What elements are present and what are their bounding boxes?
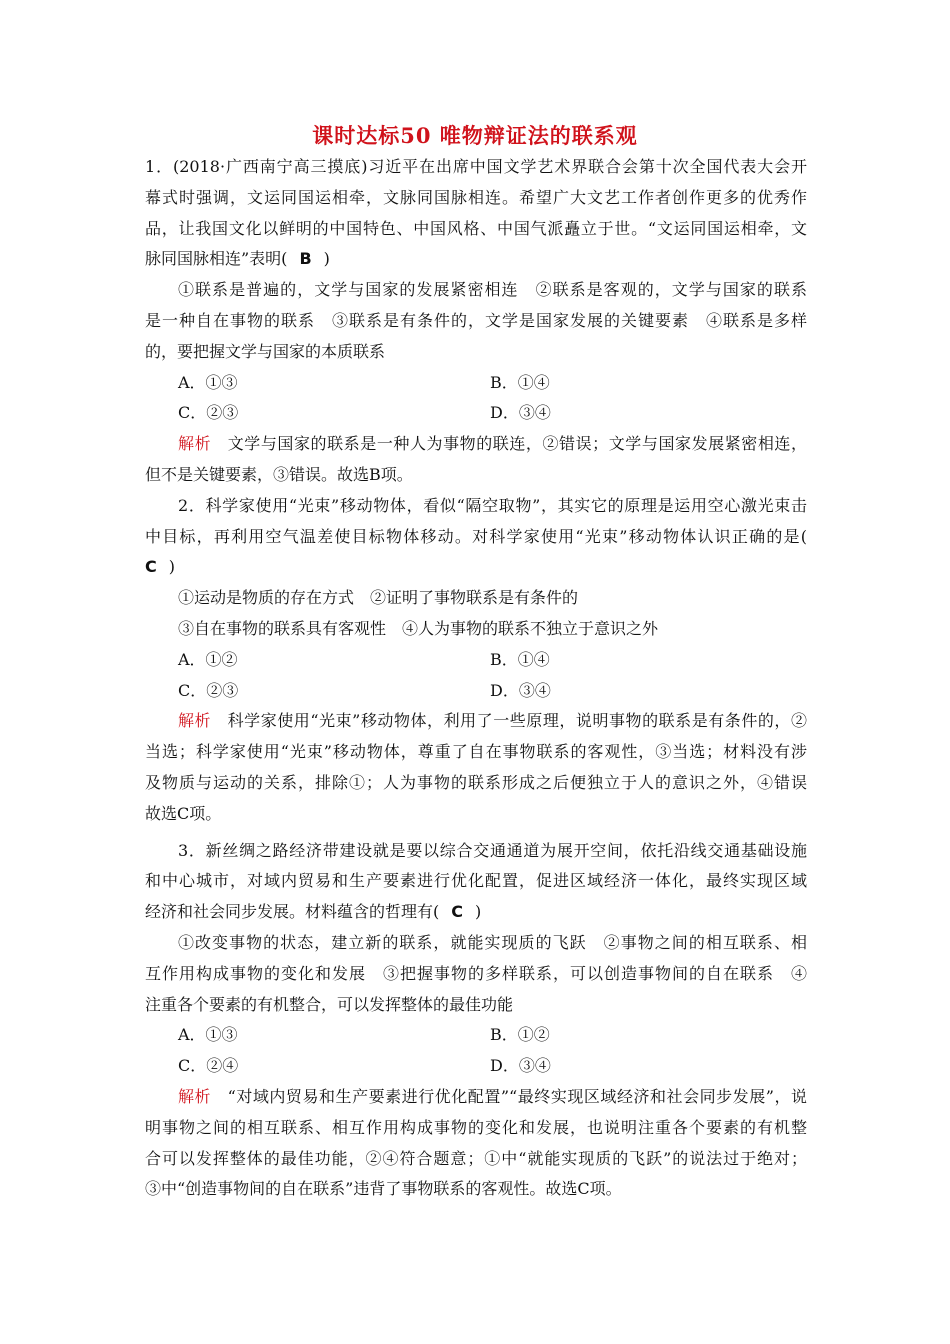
question-3-options-row <box>145 1020 807 1051</box>
question-1-stem-line: 品，让我国文化以鲜明的中国特色、中国风格、中国气派矗立于世。“文运同国运相牵，文 <box>145 218 807 238</box>
question-3 <box>145 836 807 1206</box>
question-3-stem-line <box>145 897 807 928</box>
question-2 <box>145 491 807 830</box>
question-2-answer: C <box>145 557 157 577</box>
question-2-stem-line: 2．科学家使用“光束”移动物体，看似“隔空取物”，其实它的原理是运用空心激光束击 <box>178 495 807 515</box>
option-c: C．②③ <box>178 403 239 423</box>
question-1-statement-line: 是一种自在事物的联系 ③联系是有条件的，文学是国家发展的关键要素 ④联系是多样 <box>145 310 807 330</box>
question-1-explanation-line <box>145 429 807 460</box>
option-a: A．①② <box>178 649 238 669</box>
question-3-statement-line: 注重各个要素的有机整合，可以发挥整体的最佳功能 <box>145 994 514 1014</box>
question-2-options-row <box>145 676 807 707</box>
question-2-stem-line <box>145 552 807 583</box>
option-a: A．①③ <box>178 372 238 392</box>
question-1-options-row <box>145 398 807 429</box>
question-1 <box>145 152 807 491</box>
question-3-explanation-line: 合可以发挥整体的最佳功能，②④符合题意；①中“就能实现质的飞跃”的说法过于绝对； <box>145 1148 807 1168</box>
question-1-explanation-line: 但不是关键要素，③错误。故选B项。 <box>145 464 413 484</box>
question-2-explanation-line: 及物质与运动的关系，排除①；人为事物的联系形成之后便独立于人的意识之外，④错误 <box>145 772 807 792</box>
option-c: C．②④ <box>178 1056 239 1076</box>
question-2-explanation-line <box>145 706 807 737</box>
explanation-label: 解析 <box>178 434 212 454</box>
question-3-explanation-line: ③中“创造事物间的自在联系”违背了事物联系的客观性。故选C项。 <box>145 1179 622 1199</box>
question-1-stem-line: 幕式时强调，文运同国运相牵，文脉同国脉相连。希望广大文艺工作者创作更多的优秀作 <box>145 187 807 207</box>
question-1-options-row <box>145 368 807 399</box>
question-1-stem-line <box>145 244 807 275</box>
question-2-statement-line: ①运动是物质的存在方式 ②证明了事物联系是有条件的 <box>178 588 579 608</box>
option-b: B．①④ <box>490 649 550 669</box>
explanation-label: 解析 <box>178 711 212 731</box>
question-1-stem-text: 脉同国脉相连”表明( <box>145 249 288 269</box>
question-3-explanation-line <box>145 1082 807 1113</box>
option-b: B．①④ <box>490 372 550 392</box>
question-1-statement-line: 的，要把握文学与国家的本质联系 <box>145 341 386 361</box>
explanation-label: 解析 <box>178 1086 212 1106</box>
option-d: D．③④ <box>490 680 551 700</box>
question-3-stem-text: 经济和社会同步发展。材料蕴含的哲理有( <box>145 902 440 922</box>
explanation-text: 文学与国家的联系是一种人为事物的联连，②错误；文学与国家发展紧密相连， <box>227 434 807 454</box>
question-3-options-row <box>145 1051 807 1082</box>
question-1-stem-line: 1．(2018·广西南宁高三摸底)习近平在出席中国文学艺术界联合会第十次全国代表大会开 <box>145 157 807 176</box>
option-c: C．②③ <box>178 680 239 700</box>
question-2-explanation-line: 故选C项。 <box>145 803 222 823</box>
question-3-answer: C <box>451 902 463 922</box>
question-1-answer: B <box>299 249 312 269</box>
question-2-options-row <box>145 645 807 676</box>
question-3-statement-line: ①改变事物的状态，建立新的联系，就能实现质的飞跃 ②事物之间的相互联系、相 <box>178 932 807 952</box>
option-b: B．①② <box>490 1025 550 1045</box>
question-3-statement-line: 互作用构成事物的变化和发展 ③把握事物的多样联系，可以创造事物间的自在联系 ④ <box>145 963 807 983</box>
option-d: D．③④ <box>490 1056 551 1076</box>
question-2-statement-line: ③自在事物的联系具有客观性 ④人为事物的联系不独立于意识之外 <box>178 618 659 638</box>
question-3-stem-line: 3．新丝绸之路经济带建设就是要以综合交通通道为展开空间，依托沿线交通基础设施 <box>178 840 807 860</box>
question-2-stem-line: 中目标，再利用空气温差使目标物体移动。对科学家使用“光束”移动物体认识正确的是( <box>145 526 807 546</box>
question-2-explanation-line: 当选；科学家使用“光束”移动物体，尊重了自在事物联系的客观性，③当选；材料没有涉 <box>145 742 807 762</box>
document-body <box>145 152 807 1205</box>
question-3-paren: ) <box>475 902 482 922</box>
question-1-paren: ) <box>323 249 330 269</box>
question-3-explanation-line: 明事物之间的相互联系、相互作用构成事物的变化和发展，也说明注重各个要素的有机整 <box>145 1117 807 1137</box>
question-3-stem-line: 和中心城市，对域内贸易和生产要素进行优化配置，促进区域经济一体化，最终实现区域 <box>145 871 807 891</box>
explanation-text: 科学家使用“光束”移动物体，利用了一些原理，说明事物的联系是有条件的，② <box>227 711 807 731</box>
page-title: 课时达标50 唯物辩证法的联系观 <box>312 123 638 148</box>
option-a: A．①③ <box>178 1025 238 1045</box>
question-1-statement-line: ①联系是普遍的，文学与国家的发展紧密相连 ②联系是客观的，文学与国家的联系 <box>178 280 807 300</box>
question-2-paren: ) <box>168 557 175 577</box>
option-d: D．③④ <box>490 403 551 423</box>
explanation-text: “对域内贸易和生产要素进行优化配置”“最终实现区域经济和社会同步发展”，说 <box>227 1086 807 1106</box>
